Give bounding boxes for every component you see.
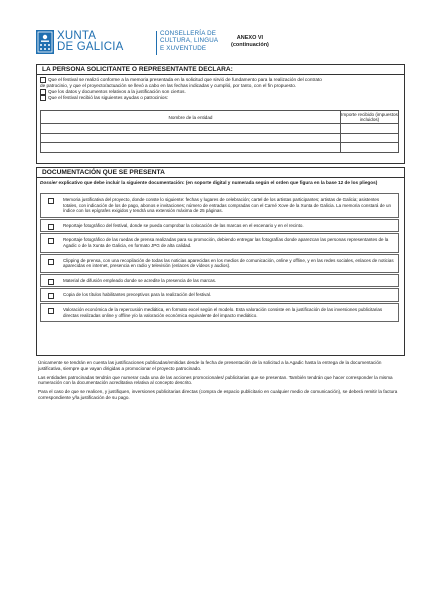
note-paragraph: Únicamente se tendrán en cuenta las justificaciones publicadas/emitidas desde la fecha de presentación de la solicitud a la Agadic hasta la entrega de la documentación justificativa, siempre que vayan dirigidas a promocionar el proyecto patrocinado.	[38, 360, 382, 371]
dossier-bold: Dossier	[40, 179, 58, 185]
doc-item-text: Material de difusión empleado donde se acredite la presencia de las marcas.	[63, 277, 217, 283]
checkbox-doc-memoria[interactable]	[48, 198, 54, 204]
note-paragraph: Las entidades patrocinadas tendrán que numerar cada una de las acciones promocionales/ publicitarias que se presentan. También tendrán que hacer corresponder la misma numeración con la documentación acreditativa relativa al concepto descrito.	[38, 374, 393, 386]
table-row	[41, 133, 399, 143]
doc-item-text: Reportaje fotográfico de las ruedas de prensa realizadas para su promoción, debiendo entregar las fotografías donde aparezcan las personas representantes de la Agadic o de la Xunta de Galicia, en formato JPG de alta calidad.	[63, 237, 389, 248]
list-item	[40, 274, 399, 288]
declaration-item-2: Que los datos y documentos relativos a la justificación son ciertos.	[48, 88, 186, 94]
checkbox-doc-reportaje-prensa[interactable]	[48, 238, 54, 244]
checkbox-doc-reportaje-festival[interactable]	[48, 224, 54, 230]
table-row	[41, 124, 399, 134]
consellaria-line-3: E XUVENTUDE	[160, 44, 207, 52]
doc-item-text: Copia de los títulos habilitantes preceptivos para la realización del festival.	[63, 292, 212, 298]
dossier-rest: explicativo que debe incluir la siguiente documentación: (en soporte digital y numerada según el orden que figura en la base 12 de los pliegos)	[57, 179, 378, 185]
declaration-item-3: Que el festival recibió las siguientes ayudas o patrocinios:	[48, 94, 169, 100]
doc-item-text: Reportaje fotográfico del festival, donde se pueda comprobar la colocación de las marcas en el escenario y en el recinto.	[63, 222, 304, 228]
xunta-logo	[36, 30, 226, 58]
list-item	[40, 193, 399, 218]
documentation-section	[36, 167, 405, 356]
table-row	[41, 143, 399, 153]
documentation-title: DOCUMENTACIÓN QUE SE PRESENTA	[37, 168, 404, 178]
aid-entity-cell[interactable]	[41, 133, 341, 143]
list-item	[40, 288, 399, 302]
xunta-shield-icon	[36, 30, 54, 54]
aid-amount-cell[interactable]	[341, 124, 399, 134]
aid-amount-cell[interactable]	[341, 133, 399, 143]
consellaria-line-2: CULTURA, LINGUA	[160, 37, 219, 45]
logo-line-1: XUNTA	[57, 30, 97, 42]
aid-table-header	[41, 111, 399, 124]
anexo-heading	[231, 35, 269, 49]
checkbox-declaration-3[interactable]	[40, 95, 46, 101]
aid-col-entity: Nombre de la entidad	[41, 111, 341, 124]
anexo-subtitle: (continuación)	[231, 42, 269, 48]
aid-amount-cell[interactable]	[341, 143, 399, 153]
xunta-wordmark	[57, 31, 124, 53]
list-item	[40, 254, 399, 273]
checkbox-doc-titulos[interactable]	[48, 293, 54, 299]
note-paragraph: Para el caso de que se realicen, y justifiquen, inversiones publicitarias directas (compra de espacio publicitario en cualquier medio de comunicación), se deberá remitir la factura correspondiente y/la justificación de su pago.	[38, 389, 398, 400]
declaration-title: LA PERSONA SOLICITANTE O REPRESENTANTE DECLARA:	[37, 65, 404, 75]
list-item	[40, 219, 399, 233]
doc-item-text: Valoración económica de la repercusión mediática, en formato excel según el modelo. Esta valoración consiste en la justificación de las inversiones publicitarias directas realizadas online y offline y/o la valoración económica equivalente del impacto mediático.	[63, 306, 383, 318]
checkbox-doc-valoracion[interactable]	[48, 308, 54, 314]
aid-col-amount: Importe recibido (impuestos incluidos)	[341, 112, 398, 122]
doc-item-text: Clipping de prensa, con una recopilación de todas las noticias aparecidas en los medios de comunicación, online y offline, y en las redes sociales, enlaces de noticias aparecidas en internet, presencia en radio y televisión (enlaces de vídeos y audios).	[63, 257, 394, 269]
logo-divider	[156, 31, 157, 55]
declaration-item-1-cont: de patrocinio, y que el proyecto/actuación se llevó a cabo en las fechas indicadas y cumplió, por tanto, con el fin propuesto.	[40, 82, 297, 88]
consellaria-line-1: CONSELLERÍA DE	[160, 30, 217, 37]
dossier-intro	[40, 180, 400, 185]
aid-entity-cell[interactable]	[41, 124, 341, 134]
notes-section	[38, 360, 400, 404]
aid-table	[40, 110, 399, 153]
documentation-list	[40, 193, 399, 323]
logo-line-2: DE GALICIA	[57, 41, 124, 53]
declaration-section	[36, 64, 405, 164]
doc-item-text: Memoria justificativa del proyecto, donde conste lo siguiente: fechas y lugares de celebración; cartel de los artistas participantes; artistas de Galicia; asistentes totales, con indicación de los de pago, abonos e invitaciones; número de entradas compradas con el Carné Xove de la Xunta de Galicia. La memoria constará de un índice con los epígrafes exigidos y tendrá una extensión máxima de 25 páginas.	[63, 197, 391, 214]
checkbox-doc-material[interactable]	[48, 279, 54, 285]
list-item	[40, 303, 399, 322]
aid-entity-cell[interactable]	[41, 143, 341, 153]
declaration-item-1: Que el festival se realizó conforme a la memoria presentada en la solicitud que sirvió de fundamento para la realización del contrato	[48, 76, 322, 82]
list-item	[40, 233, 399, 252]
consellaria-name	[160, 30, 218, 52]
anexo-title: ANEXO VI	[236, 35, 264, 41]
checkbox-doc-clipping[interactable]	[48, 259, 54, 265]
